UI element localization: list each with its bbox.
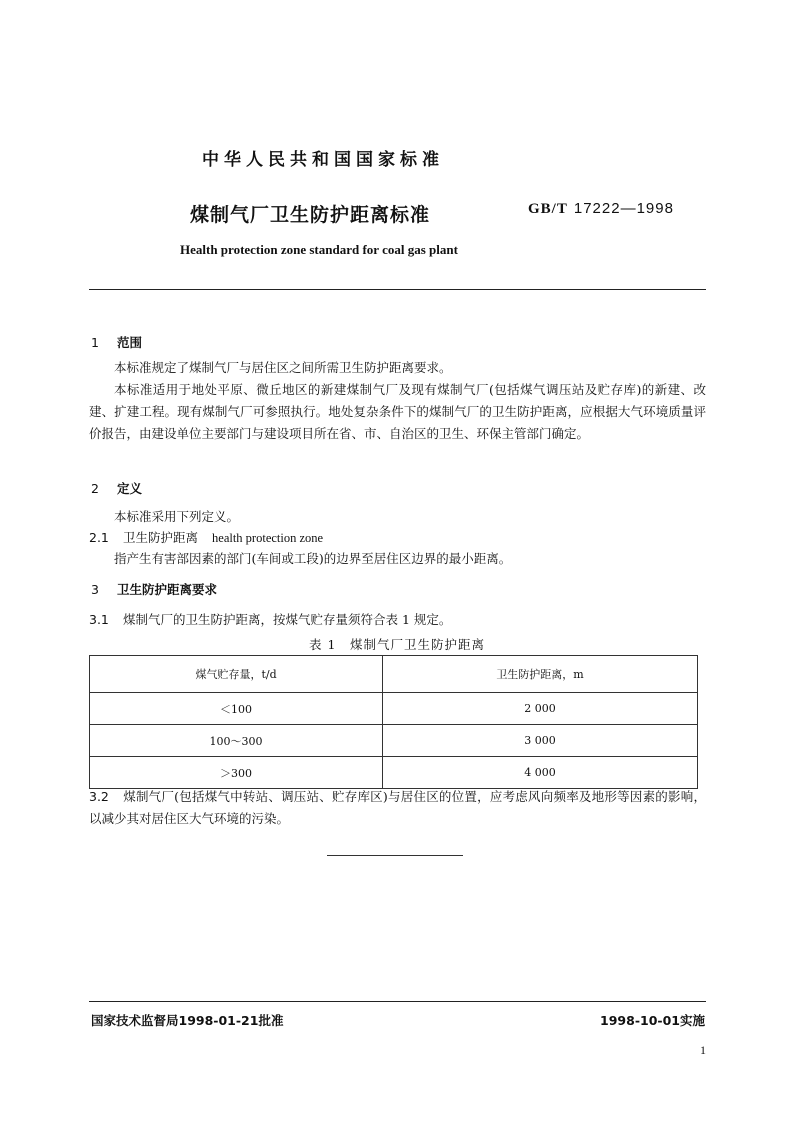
- national-standard-title: 中华人民共和国国家标准: [202, 150, 444, 170]
- section-title: 卫生防护距离要求: [117, 582, 218, 597]
- distance-cell: 2 000: [383, 693, 698, 725]
- clause-3-2: [89, 786, 706, 830]
- section-title: 范围: [117, 335, 143, 350]
- header-divider: [89, 289, 706, 290]
- storage-cell: 100～300: [90, 725, 383, 757]
- table-row: [90, 757, 698, 789]
- clause-term: 卫生防护距离: [123, 530, 199, 545]
- section-1-paragraph-1: 本标准规定了煤制气厂与居住区之间所需卫生防护距离要求。: [114, 360, 452, 375]
- clause-number: 3.2: [89, 789, 109, 804]
- table-header-row: [90, 656, 698, 693]
- effective-date: 1998-10-01实施: [600, 1013, 705, 1028]
- clause-text: 煤制气厂的卫生防护距离，按煤气贮存量须符合表 1 规定。: [123, 612, 452, 627]
- end-rule: [327, 855, 463, 856]
- standard-number: [528, 200, 674, 218]
- footer-divider: [89, 1001, 706, 1002]
- section-1-paragraph-2: 本标准适用于地处平原、微丘地区的新建煤制气厂及现有煤制气厂(包括煤气调压站及贮存库)的新建、改建、扩建工程。现有煤制气厂可参照执行。地处复杂条件下的煤制气厂的卫生防护距离，应根据大气环境质量评价报告，由建设单位主要部门与建设项目所在省、市、自治区的卫生、环保主管部门确定。: [89, 382, 706, 441]
- clause-term-english: health protection zone: [212, 531, 324, 545]
- distance-cell: 4 000: [383, 757, 698, 789]
- clause-number: 3.1: [89, 612, 109, 627]
- clause-text: 煤制气厂(包括煤气中转站、调压站、贮存库区)与居住区的位置，应考虑风向频率及地形等因素的影响，以减少其对居住区大气环境的污染。: [89, 789, 706, 826]
- page-number: 1: [700, 1043, 706, 1057]
- clause-2-1-definition: 指产生有害部因素的部门(车间或工段)的边界至居住区边界的最小距离。: [114, 551, 512, 566]
- clause-2-1: [89, 527, 323, 549]
- section-number: 1: [91, 335, 99, 350]
- approval-date: 国家技术监督局1998-01-21批准: [91, 1013, 284, 1028]
- standard-code: 17222—1998: [573, 200, 674, 217]
- storage-cell: ＞300: [90, 757, 383, 789]
- storage-cell: ＜100: [90, 693, 383, 725]
- section-number: 2: [91, 481, 99, 496]
- standard-prefix: GB/T: [528, 201, 568, 217]
- table-row: [90, 693, 698, 725]
- column-header-storage: 煤气贮存量，t/d: [90, 656, 383, 693]
- section-2-paragraph-1: 本标准采用下列定义。: [114, 509, 240, 524]
- clause-number: 2.1: [89, 530, 109, 545]
- column-header-distance: 卫生防护距离，m: [383, 656, 698, 693]
- section-2-heading: [91, 479, 142, 497]
- section-3-heading: [91, 580, 217, 598]
- section-1-heading: [91, 333, 142, 351]
- section-title: 定义: [117, 481, 143, 496]
- english-title: Health protection zone standard for coal gas plant: [180, 242, 458, 257]
- clause-3-1: [89, 609, 451, 631]
- table-row: [90, 725, 698, 757]
- section-number: 3: [91, 582, 99, 597]
- table-caption: 表 1 煤制气厂卫生防护距离: [309, 637, 485, 652]
- document-title: 煤制气厂卫生防护距离标准: [190, 204, 431, 226]
- distance-cell: 3 000: [383, 725, 698, 757]
- protection-distance-table: [89, 655, 698, 789]
